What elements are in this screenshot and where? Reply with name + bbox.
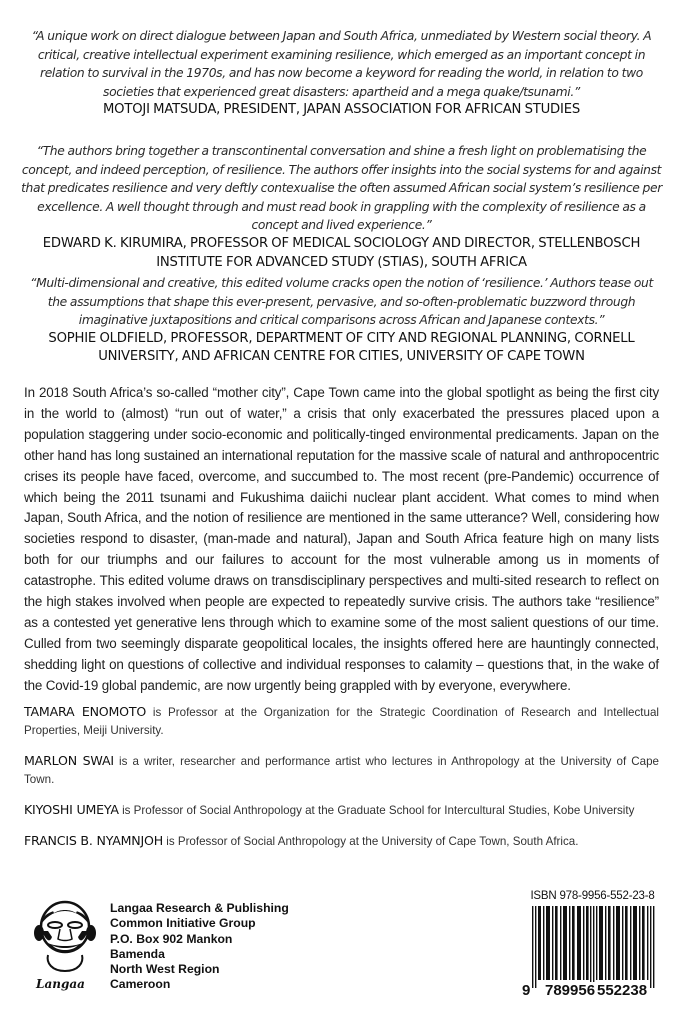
endorsement-1 [20, 27, 663, 120]
author-bio [24, 703, 659, 740]
publisher-region: North West Region [110, 962, 220, 977]
endorsement-2 [20, 142, 663, 272]
author-bio-text: is a writer, researcher and performance artist who lectures in Anthropology at the University of Cape Town. [24, 755, 659, 786]
barcode-group-2: 552238 [597, 982, 648, 999]
author-bio [24, 832, 659, 851]
endorsement-attribution: MOTOJI MATSUDA, PRESIDENT, JAPAN ASSOCIATION FOR AFRICAN STUDIES [102, 102, 581, 118]
publisher-address [110, 901, 289, 993]
endorsement-quote: “Multi-dimensional and creative, this edited volume cracks open the notion of ‘resilience.’ Authors tease out the assumptions that shape this ever-present, pervasive, and so-often-problematic buzzword through imaginative juxtapositions and critical comparisons across African and Japanese contexts.” [30, 276, 653, 328]
isbn-label: ISBN 978-9956-552-23-8 [530, 890, 655, 902]
barcode-group-1: 789956 [545, 982, 596, 999]
publisher-group: Common Initiative Group [110, 916, 256, 931]
barcode-lead-digit: 9 [522, 982, 531, 999]
author-name: MARLON SWAI [24, 753, 114, 768]
endorsement-quote: “The authors bring together a transcontinental conversation and shine a fresh light on problematising the concept, and indeed perception, of resilience. The authors offer insights into the social systems for and against that predicates resilience and very deftly contexualise the often assumed African social system’s resilience per excellence. A well thought through and must read book in grappling with the complexity of resilience as a concept and lived experience.” [21, 144, 662, 233]
author-bio-text: is Professor at the Organization for the Strategic Coordination of Research and Intellectual Properties, Meiji University. [24, 706, 659, 737]
book-description: In 2018 South Africa’s so-called “mother city”, Cape Town came into the global spotlight as being the first city in the world to (almost) “run out of water,” a crisis that only exacerbated the pressures placed upon a population staggering under socio-economic and politically-tinged environmental predicaments. Japan on the other hand has long sustained an international reputation for the massive scale of natural and anthropocentric crises its people have faced, overcome, and succumbed to. The most recent (pre-Pandemic) occurrence of which being the 2011 tsunami and Fukushima daiichi nuclear plant accident. What comes to mind when Japan, South Africa, and the notion of resilience are mentioned in the same utterance? Well, considering how societies respond to disaster, (man-made and natural), Japan and South Africa feature high on many lists both for our triumphs and our failures to account for the most vulnerable among us in moments of catastrophe. This edited volume draws on transdisciplinary perspectives and multi-sited research to reflect on the high stakes involved when people are expected to repeatedly survive crisis. The authors take “resilience” as a contested yet generative lens through which to examine some of the most salient questions of our time. Culled from two seemingly disparate geopolitical locales, the insights offered here are hauntingly connected, shedding light on questions of collective and individual responses to calamity – questions that, in the wake of the Covid-19 global pandemic, are now urgently being grappled with by everyone, everywhere. [24, 385, 659, 693]
author-name: TAMARA ENOMOTO [24, 704, 147, 719]
author-bio-text: is Professor of Social Anthropology at the University of Cape Town, South Africa. [163, 835, 579, 848]
isbn-barcode-block [520, 890, 665, 1002]
barcode-icon [528, 906, 660, 988]
endorsement-quote: “A unique work on direct dialogue between Japan and South Africa, unmediated by Western social theory. A critical, creative intellectual experiment examining resilience, which emerged as an important concept in relation to survival in the 1970s, and has now become a keyword for reading the world, in relation to two societies that experienced great disasters: apartheid and a mega quake/tsunami.” [31, 29, 652, 99]
author-name: FRANCIS B. NYAMNJOH [24, 833, 164, 848]
author-bio [24, 801, 659, 820]
publisher-city: Bamenda [110, 946, 165, 961]
publisher-country: Cameroon [110, 977, 171, 992]
author-name: KIYOSHI UMEYA [24, 802, 119, 817]
publisher-logo-wordmark: Langaa [36, 977, 85, 991]
publisher-name: Langaa Research & Publishing [110, 901, 289, 915]
author-bios [24, 703, 659, 863]
endorsement-3 [20, 274, 663, 367]
endorsement-attribution: EDWARD K. KIRUMIRA, PROFESSOR OF MEDICAL SOCIOLOGY AND DIRECTOR, STELLENBOSCH INSTITUTE FOR ADVANCED STUDY (STIAS), SOUTH AFRICA [42, 235, 641, 270]
carved-face-mask-icon [30, 897, 100, 979]
publisher-block [30, 897, 350, 997]
author-bio [24, 752, 659, 789]
endorsement-attribution: SOPHIE OLDFIELD, PROFESSOR, DEPARTMENT OF CITY AND REGIONAL PLANNING, CORNELL UNIVERSITY, AND AFRICAN CENTRE FOR CITIES, UNIVERSITY OF CAPE TOWN [48, 330, 635, 365]
publisher-logo [30, 897, 100, 995]
publisher-po-box: P.O. Box 902 Mankon [110, 931, 233, 946]
author-bio-text: is Professor of Social Anthropology at the Graduate School for Intercultural Studies, Kobe University [118, 804, 635, 817]
